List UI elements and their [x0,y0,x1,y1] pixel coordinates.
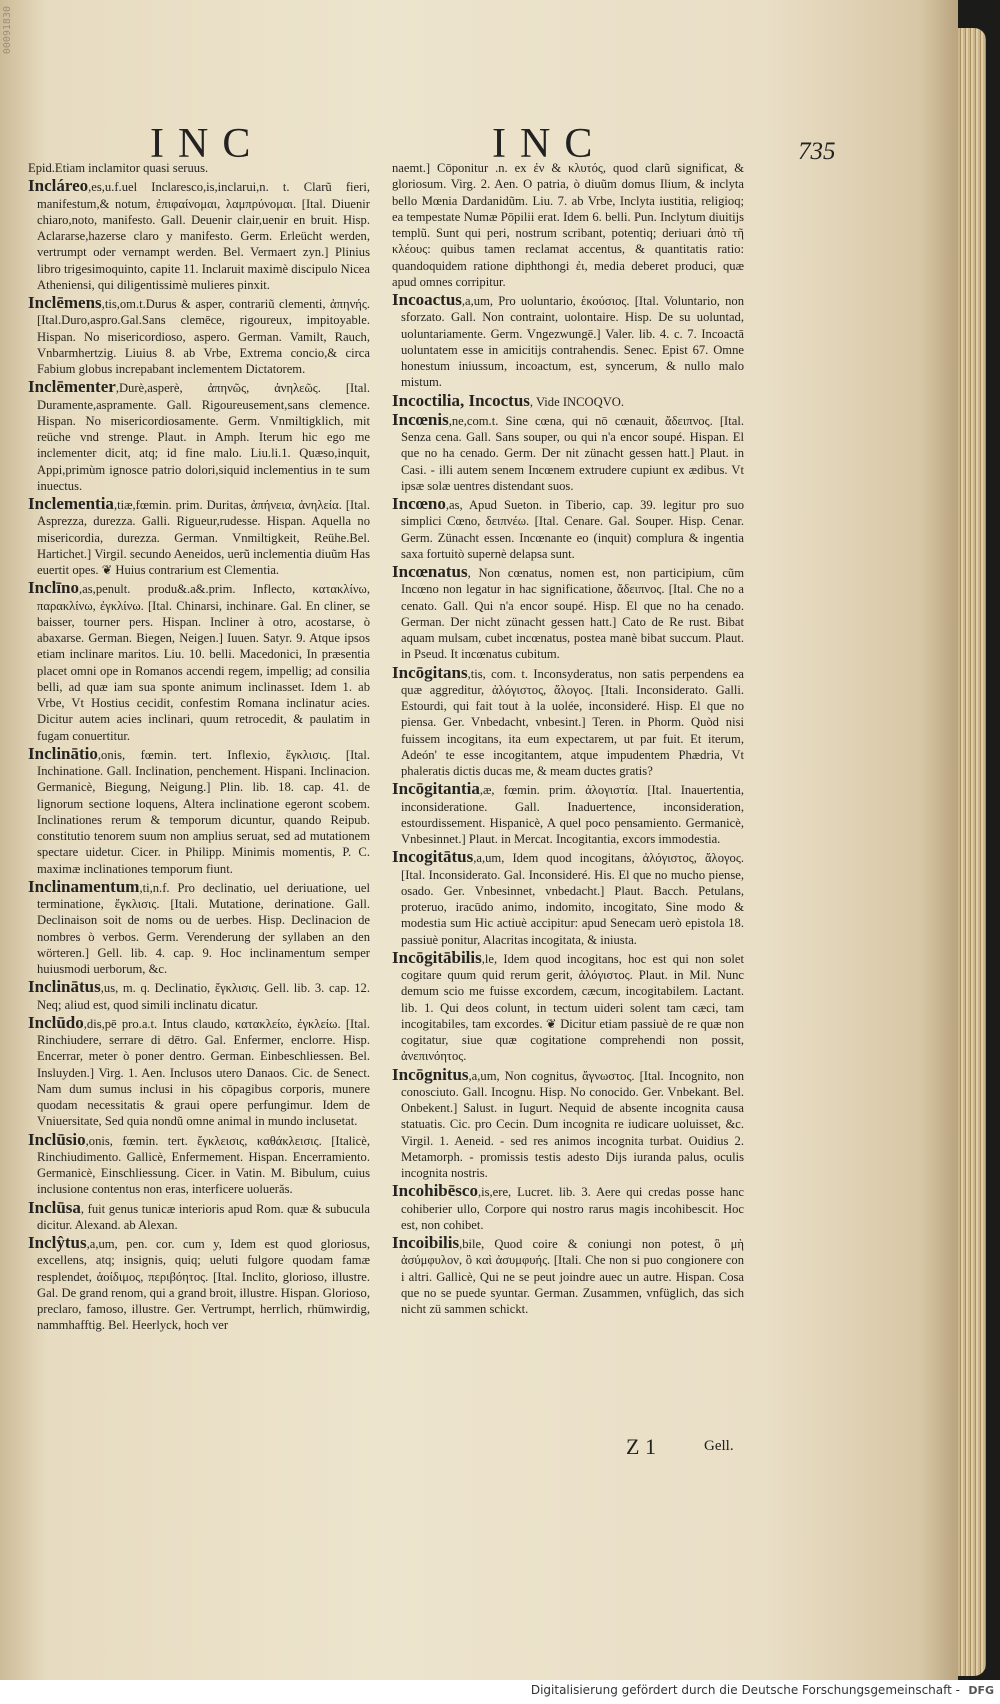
dictionary-entry [28,1235,370,1334]
dictionary-entry [28,160,370,176]
dictionary-entry [28,178,370,293]
dictionary-entry [392,292,744,391]
footer-credit: Digitalisierung gefördert durch die Deutsche Forschungsgemeinschaft - [530,1683,960,1697]
entry-text: ,ne,com.t. Sine cœna, qui nō cœnauit, ἄδειπνος. [Ital. Senza cena. Gall. Sans souper, ou qui n'a encor soupé. Hispan. El que no ha cenado. Germ. Der nit zünacht gessen hatt.] Plaut. in Casi. - illi autem senem Incœnem extrudere cupiunt ex ædibus. Vt ipsæ solæ uentres distendant suos. [401,413,744,493]
entry-headword: Incohibēsco [392,1181,478,1201]
entry-text: , Vide INCOQVO. [529,394,625,409]
entry-headword: Inclīno [28,578,80,598]
dictionary-entry [28,496,370,578]
entry-headword: Inclinamentum [28,876,140,896]
right-column [392,160,744,1319]
entry-text: ,a,um, Non cognitus, ἄγνωστος. [Ital. Incognito, non conosciuto. Gall. Incognu. Hisp. No conocido. Ger. Vnbekant. Bel. Onbekent.] Salust. in Iugurt. Nequid de absente incognita causa statuatis. Cic. pro Cecin. Dum incognita re iudicare uoluisset, &c. Virgil. 1. Aeneid. - sed res animos incognita turbat. Ouidius 2. Metamorph. - promissis testis adesto Dijs iuranda palus, oculis incognita nostris. [401,1068,744,1180]
left-column [28,160,370,1336]
dictionary-entry [28,1012,370,1130]
entry-headword: Incōgnitus [392,1064,469,1084]
entry-text: ,Durè,asperè, ἀπηνῶς, ἀνηλεῶς. [Ital. Duramente,aspramente. Gall. Rigoureusement,sans clemence. Hispan. No misericordiosamente. Germ. Vnmiltigklich, mit reüche vnd strenge. Plaut. in Amph. Iterum hic ego me inclementer dicit, atq; id fine malo. Liu.li.1. Quæso,inquit, Appi,primùm ignosce patrio dolori,siquid inclementius in te sum inuectus. [37,381,370,493]
entry-headword: Inclinātus [28,977,101,997]
entry-headword: Inclūdo [28,1012,84,1032]
entry-text: ,a,um, pen. cor. cum y, Idem est quod gloriosus, excellens, atq; insignis, quiq; ueluti fulgore quodam famæ resplendet, ἀοίδιμος, περιβόητος. [Ital. Inclito, glorioso, illustre. Gal. De grand renom, qui a grand broit, illustre. Hispan. Glorioso, preclaro, famoso, illustre. Ger. Vertrumpt, herrlich, rhümwirdig, nammhafftig. Bel. Heerlyck, hoch ver [37,1237,370,1333]
entry-text: ,us, m. q. Declinatio, ἔγκλισις. Gell. lib. 3. cap. 12. Neq; aliud est, quod simili inclinatu dicatur. [37,981,370,1012]
dictionary-entry [392,947,744,1065]
dictionary-entry [392,849,744,948]
entry-headword: Incoactus [392,290,462,309]
entry-headword: Inclūsa [28,1197,81,1217]
dfg-logo: DFG [968,1684,994,1697]
dictionary-entry [28,295,370,377]
entry-text: ,is,ere, Lucret. lib. 3. Aere qui credas posse hanc cohiberier ullo, Corpore qui nostro rarus magis incohibescit. Hoc est, non cohibet. [401,1185,744,1232]
dictionary-entry [392,160,744,290]
catchword: Gell. [704,1438,734,1454]
entry-text: ,le, Idem quod incogitans, hoc est qui non solet cogitare quum quid rerum gerit, ἀλόγιστος. Plaut. in Mil. Nunc demum scio me fuisse excordem, cæcum, incogitabilem. Lactant. lib. 1. Qui deos colunt, in tectum uideri solent tam cæci, tam incogitabiles, tam excordes. ❦ Dicitur etiam passiuè de re quæ non cogitatur, siue quæ cogitatione comprehendi non possit, ἀνεπινόητος. [401,951,744,1064]
entry-headword: Inclēmens [28,293,102,312]
entry-text: ,onis, fœmin. tert. ἔγκλεισις, καθάκλεισις. [Italicè, Rinchiudimento. Gallicè, Enfermement. Hispan. Encerramiento. Germanicè, Einschliessung. Cicer. in Vatin. M. Bibulum, cuius inclusione contentus non eras, interficere uoluerăs. [37,1133,370,1197]
entry-headword: Incōgitābilis [392,947,482,967]
entry-headword: Inclēmenter [28,377,116,397]
entry-headword: Incōgitans [392,662,468,682]
dictionary-entry [28,379,370,494]
entry-text: ,dis,pē pro.a.t. Intus claudo, κατακλείω, ἐγκλείω. [Ital. Rinchiudere, serrare di dētro. Gal. Enfermer, enclorre. Hisp. Encerrar, meter ò poner dentro. German. Einbeschliessen. Bel. Insluyden.] Virg. 1. Aen. Inclusos utero Danaos. Cic. de Senect. Nam dum sumus inclusi in his cōpagibus corporis, munere quodam necessitatis & graui opere perfungimur. Idem de Vniuersitate, Sed quia nondũ omne animal in mundo inclusetat. [37,1016,370,1129]
footer-bar [0,1680,1000,1704]
dictionary-entry [392,1183,744,1233]
entry-headword: Incoctilia, Incoctus [392,390,530,410]
entry-text: ,onis, fœmin. tert. Inflexio, ἔγκλισις. [Ital. Inchinatione. Gall. Inclination, penchement. Hispani. Inclinacion. Germanicè, Biegung, Neigung.] Plin. lib. 18. cap. 41. de lignorum sectione loquens, Altera inclinatione egeront scobem. Inclinationes rerum & temporum dicuntur, quando Reipub. constitutio tenorem suum non amplius seruat, sed ad mutationem spectare uidetur. Cicer. in Philipp. Minimis momentis, P. C. maximæ inclinationes temporum fiunt. [37,747,370,876]
entry-text: ,tiæ,fœmin. prim. Duritas, ἀπήνεια, ἀνηλεία. [Ital. Asprezza, durezza. Galli. Rigueur,rudesse. Hispan. Aquella no misericordia, durezza. German. Vnmiltigkeit, Reühe.Bel. Hartichet.] Virgil. secundo Aeneidos, uerũ inclementia diuũm Has euertit opes. ❦ Huius contrarium est Clementia. [37,498,370,577]
entry-text: ,es,u.f.uel Inclaresco,is,inclarui,n. t. Clarũ fieri, manifestum,& notum, ἐπιφαίνομαι, λαμπρύνομαι. [Ital. Diuenir chiaro,noto, manifesto. Gall. Deuenir clair,uenir en bruit. Hisp. Aclararse,hazerse claro y manifesto. Germ. Erleücht werden, vertrumpt oder vernampt werden. Bel. Vermaert zyn.] Plinius libro trigesimoquinto, capite 11. Inclaruit maximè discipulo Nicea Atheniensi, qui diligentissimè mulieres pinxit. [37,180,370,292]
dictionary-entry [392,496,744,562]
shelfmark: 00091830 [2,6,13,55]
dictionary-entry [392,1235,744,1317]
entry-text: , Non cœnatus, nomen est, non participium, cũm Incœno non legatur in hac significatione, ἄδειπνος. [Ital. Che no a cenato. Gall. Qui n'a encor soupé. Hisp. El que no ha cenado. German. Der nicht zünacht gessen hatt.] Cato de Re rust. Bibat aquam mulsam, cubet incœnatus, postea manè bibat succum. Plaut. in Pseud. It incœnatus cubitum. [401,566,744,662]
entry-headword: Incláreo [28,176,89,196]
entry-text: ,a,um, Idem quod incogitans, ἀλόγιστος, ἄλογος. [Ital. Inconsiderato. Gal. Inconsideré. His. El que no mucho piense, osado. Ger. Vnbesinnet, vnbedacht.] Plaut. Bacch. Petulans, proteruo, iracūdo animo, indomito, incogitato, Sine modo & modestia sum Hic actiuè accipitur: apud Senecam uerò epistola 18. passiuè ponitur, Alacritas incogitata, & iniusta. [401,851,744,947]
dictionary-entry [392,390,744,410]
entry-headword: Incœno [392,494,446,513]
entry-headword: Incœnatus [392,562,468,581]
dictionary-entry [392,409,744,494]
dictionary-entry [28,580,370,744]
running-head-right: INC [492,121,607,167]
dictionary-entry [392,1064,744,1182]
book-edge [958,28,986,1676]
dictionary-entry [28,876,370,978]
entry-text: ,as, Apud Sueton. in Tiberio, cap. 39. legitur pro suo simplici Cœno, δειπνέω. [Ital. Cenare. Gal. Souper. Hisp. Cenar. Germ. Zünacht essen. Incœnante eo (inquit) complura & ingentia saxa fortuitò supernè delapsa sunt. [401,498,744,561]
entry-text: , fuit genus tunicæ interioris apud Rom. quæ & subucula dicitur. Alexand. ab Alexan. [37,1201,370,1232]
signature-mark: Z 1 [626,1434,656,1459]
entry-headword: Incoibilis [392,1233,460,1252]
entry-headword: Inclinātio [28,743,98,763]
dictionary-entry [392,781,744,847]
dictionary-entry [392,564,744,663]
entry-text: ,ti,n.f. Pro declinatio, uel deriuatione, uel terminatione, ἔγκλισις. [Itali. Mutatione, derinatione. Gall. Declinaison soit de noms ou de uerbes. Hisp. Declinacion de nombres ò verbos. Germ. Verenderung der syllaben an den wörteren.] Gell. lib. 4. cap. 9. Hoc inclinamentum semper huiusmodi uerborum, &c. [37,880,370,976]
entry-text: ,tis, com. t. Inconsyderatus, non satis perpendens ea quæ aggreditur, ἀλόγιστος, ἄλογος. [Itali. Inconsiderato. Galli. Estourdi, qui fait tout à la uolée, inconsideré. Hisp. El que no piensa. Ger. Vnbedacht, vnbesint.] Teren. in Phorm. Quòd nisi fuissem incogitans, ita eum expectarem, ut par fuit. Et iterum, Adeón' te esse incogitantem, atque impudentem Phædria, Vt phaleratis dictis ducas me, & meam ductes gratis? [401,666,744,778]
entry-text: ,æ, fœmin. prim. ἀλογιστία. [Ital. Inauertentia, inconsideratione. Gall. Inaduertence, inconsideration, estourdissement. Hispanicè, A quel poco pensamiento. Germanicè, Vnbesinnet.] Plaut. in Mercat. Incogitantia, excors immodestia. [401,783,744,846]
dictionary-entry [28,1129,370,1198]
dictionary-entry [28,743,370,877]
entry-headword: Inclūsio [28,1129,86,1149]
running-head-left: INC [150,121,265,167]
entry-headword: Incōgitantia [392,779,480,799]
entry-headword: Incœnis [392,409,449,429]
entry-text: ,as,penult. produ&.a&.prim. Inflecto, κατακλίνω, παρακλίνω, ἐγκλίνω. [Ital. Chinarsi, inchinare. Gal. En cliner, se baisser, tourner pers. Hispan. Incliner à otro, acostarse, ò abaxarse. German. Biegen, Neigen.] Iuuen. Satyr. 9. Atque ipsos etiam inclinare maritos. Liu. 10. belli. Macedonici, In præsentia placet omni ope in Romanos accendi regem, impellig; ad consilia belli, ad quæ iam sua sponte animum inclinasset. Idem 1. ab Vrbe, Vt Hostius cecidit, confestim Romana inclinatur acies. Dicitur autem acies inclinari, quum retrocedit, & paulatim in fugam conuertitur. [37,582,370,743]
entry-text: naemt.] Cōponitur .n. ex ἐν & κλυτός, quod clarũ significat, & gloriosum. Virg. 2. Aen. O patria, ò diuũm domus Ilium, & inclyta bello Mœnia Dardanidũm. Liu. 7. ab Vrbe, Inclyta iustitia, religioq; ea tempestate Numæ Pōpilii erat. Idem 6. belli. Pun. Inclytum diuitijs templũ. Sunt qui peri, nostrum scribant, potentiq; deriuari ἀπὸ τῆ κλέους: quibus tamen reclamat accentus, & quantitatis ratio: quandoquidem ratione diphthongi ἐι, media deberet produci, quæ apud omnes corripitur. [392,161,744,289]
entry-text: ,bile, Quod coire & coniungi non potest, ὃ μὴ ἀσύμφυλον, ὃ καὶ ἀσυμφυής. [Itali. Che non si puo congionere con i altri. Gallicè, Qui ne se peut joindre auec un autre. Hispan. Cosa que no se puede syuntar. German. Zusammen, vnfüglich, das sich nicht zü sammen schickt. [401,1237,744,1316]
folio-number: 735 [798,138,836,165]
dictionary-entry [28,1197,370,1234]
entry-text: Epid.Etiam inclamitor quasi seruus. [28,161,209,175]
entry-text: ,a,um, Pro uoluntario, ἑκούσιος. [Ital. Voluntario, non sforzato. Gall. Non contraint, uolontaire. Hisp. De su uoluntad, uoluntariamente. Germ. Vngezwungē.] Valer. lib. 4. c. 7. Incoactā uoluntatem esse in amicitijs contrahendis. Senec. Epist 67. Omne honestum iniussum, incoactum, est, syncerum, & nullo malo mistum. [401,294,744,390]
entry-headword: Inclementia [28,494,114,513]
entry-headword: Incogitātus [392,847,474,867]
entry-headword: Inclŷtus [28,1233,87,1252]
dictionary-entry [392,662,744,780]
dictionary-entry [28,979,370,1013]
entry-text: ,tis,om.t.Durus & asper, contrariũ clementi, ἀπηνής. [Ital.Duro,aspro.Gal.Sans clemēce, rigoureux, impitoyable. Hispan. No misericordioso, aspero. German. Vamilt, Rauch, Vnbarmhertzig. Liuius 8. ab Vrbe, Extrema concio,& circa Fabium globus increpabant inclementem Dictatorem. [37,297,370,376]
